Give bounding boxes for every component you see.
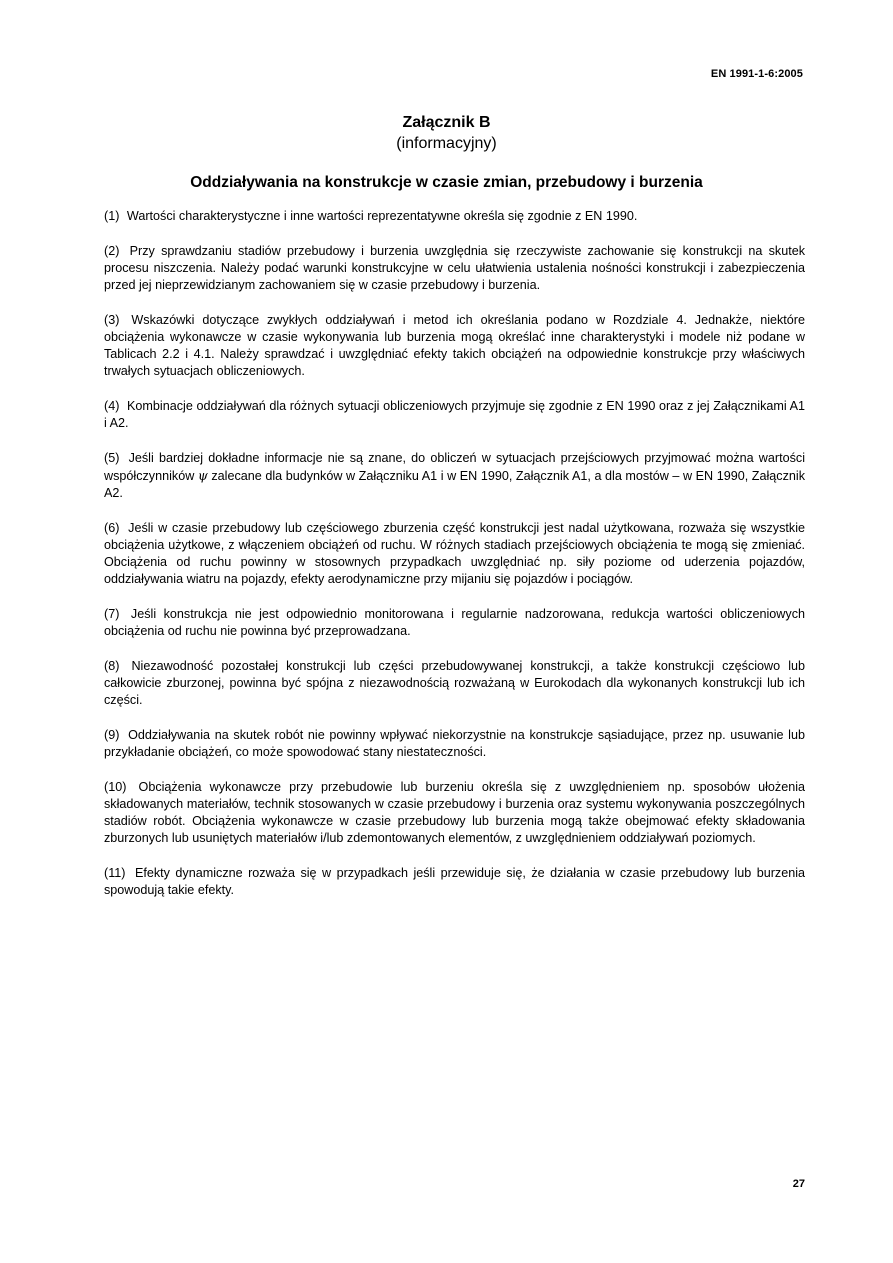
paragraph-number: (1): [104, 209, 120, 223]
annex-subtitle: (informacyjny): [396, 135, 497, 152]
paragraph-number: (2): [104, 244, 120, 258]
paragraph-number: (10): [104, 780, 127, 794]
paragraph-text: Jeśli w czasie przebudowy lub częściowego zburzenia część konstrukcji jest nadal użytkowana, rozważa się wszystkie obciążenia użytkowe, z włączeniem obciążeń od ruchu. W różnych stadiach przejściowych obciążenia te mogą się zmieniać. Obciążenia od ruchu powinny w stosownych przypadkach uwzględniać np. siły poziome od uderzenia pojazdów, oddziaływania wiatru na pojazdy, efekty aerodynamiczne przy mijaniu się pojazdów i pociągów.: [104, 521, 805, 586]
paragraph-text: Jeśli konstrukcja nie jest odpowiednio monitorowana i regularnie nadzorowana, redukcja wartości obliczeniowych obciążenia od ruchu nie powinna być przeprowadzana.: [104, 607, 805, 638]
paragraph-number: (8): [104, 659, 120, 673]
paragraph-2: [104, 243, 805, 294]
paragraph-text: Wskazówki dotyczące zwykłych oddziaływań i metod ich określania podano w Rozdziale 4. Jednakże, niektóre obciążenia wykonawcze w czasie wykonywania lub burzenia mogą określać inne charakterystyki i modele niż podane w Tablicach 2.2 i 4.1. Należy sprawdzać i uwzględniać efekty takich obciążeń na odpowiednie konstrukcje przy właściwych trwałych sytuacjach obliczeniowych.: [104, 313, 806, 378]
paragraph-text: Kombinacje oddziaływań dla różnych sytuacji obliczeniowych przyjmuje się zgodnie z EN 1990 oraz z jej Załącznikami A1 i A2.: [104, 399, 805, 430]
paragraph-9: [104, 727, 805, 761]
paragraph-7: [104, 606, 805, 640]
paragraph-3: [104, 312, 805, 380]
page-number: 27: [792, 1178, 805, 1190]
paragraph-number: (5): [104, 451, 120, 465]
paragraph-number: (11): [104, 866, 126, 880]
annex-title: Załącznik B: [402, 114, 491, 131]
document-code: EN 1991-1-6:2005: [710, 68, 803, 80]
paragraph-text: Oddziaływania na skutek robót nie powinny wpływać niekorzystnie na konstrukcje sąsiadujące, przez np. usuwanie lub przykładanie obciążeń, co może spowodować stany niestateczności.: [104, 728, 805, 759]
paragraph-text: Wartości charakterystyczne i inne wartości reprezentatywne określa się zgodnie z EN 1990.: [126, 209, 638, 223]
paragraph-number: (4): [104, 399, 120, 413]
paragraph-8: [104, 658, 805, 709]
paragraph-4: [104, 398, 805, 432]
paragraph-number: (9): [104, 728, 120, 742]
paragraph-number: (6): [104, 521, 120, 535]
section-title: Oddziaływania na konstrukcje w czasie zmian, przebudowy i burzenia: [190, 174, 703, 191]
paragraph-6: [104, 520, 805, 588]
paragraph-text: Efekty dynamiczne rozważa się w przypadkach jeśli przewiduje się, że działania w czasie przebudowy lub burzenia spowodują takie efekty.: [104, 866, 806, 897]
paragraph-text: Przy sprawdzaniu stadiów przebudowy i burzenia uwzględnia się rzeczywiste zachowanie się konstrukcji na skutek procesu niszczenia. Należy podać warunki konstrukcyjne w celu ułatwienia ustalenia nośności konstrukcji i zabezpieczenia przed jej nieprzewidzianym zachowaniem się w czasie przebudowy i burzenia.: [104, 244, 806, 292]
paragraph-number: (3): [104, 313, 120, 327]
paragraph-text: Obciążenia wykonawcze przy przebudowie lub burzeniu określa się z uwzględnieniem np. sposobów ułożenia składowanych materiałów, technik stosowanych w czasie przebudowy i burzenia oraz systemu wykonywania poszczególnych stadiów robót. Obciążenia wykonawcze w czasie przebudowy lub burzenia mogą także obejmować efekty składowania zburzonych lub usuniętych materiałów i/lub zdemontowanych elementów, z uwzględnieniem oddziaływań poziomych.: [104, 780, 806, 845]
paragraph-1: [104, 208, 805, 225]
paragraph-10: [104, 779, 805, 847]
psi-symbol: ψ: [197, 468, 208, 483]
paragraph-text: Niezawodność pozostałej konstrukcji lub części przebudowywanej konstrukcji, a także konstrukcji częściowo lub całkowicie zburzonej, powinna być spójna z niezawodnością rozważaną w Eurokodach dla wykonanych konstrukcji lub ich części.: [104, 659, 805, 707]
paragraph-5: [104, 450, 805, 502]
paragraph-11: [104, 865, 805, 899]
paragraph-text-after: zalecane dla budynków w Załączniku A1 i w EN 1990, Załącznik A1, a dla mostów – w EN 1990, Załącznik A2.: [104, 469, 805, 500]
paragraph-number: (7): [104, 607, 120, 621]
paragraph-text-before: Jeśli bardziej dokładne informacje nie są znane, do obliczeń w sytuacjach przejściowych przyjmować można wartości współczynników: [104, 451, 805, 483]
body-text: [104, 208, 805, 917]
